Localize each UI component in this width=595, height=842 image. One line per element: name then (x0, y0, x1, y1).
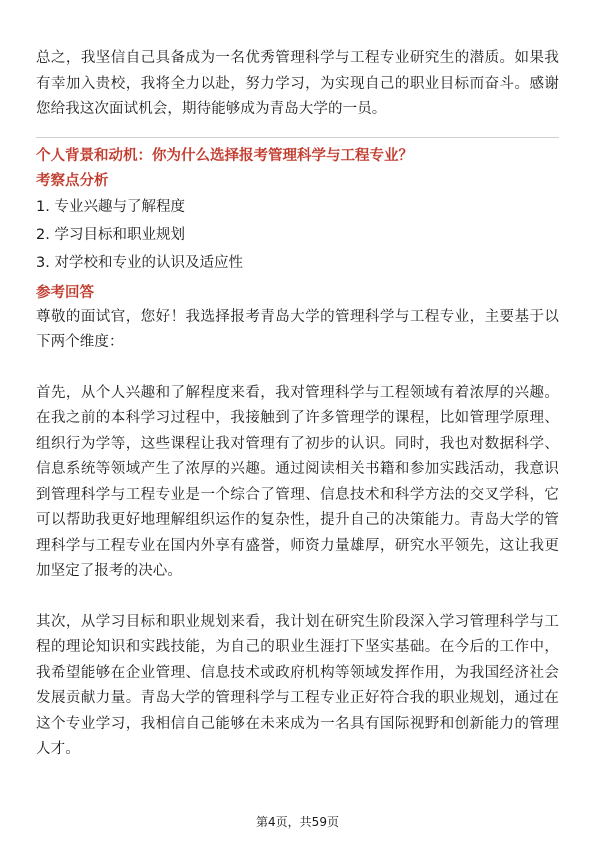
answer-paragraph-3: 其次，从学习目标和职业规划来看，我计划在研究生阶段深入学习管理科学与工程的理论知识和实践技能，为自己的职业生涯打下坚实基础。在今后的工作中，我希望能够在企业管理、信息技术或政府机构等领域发挥作用，为我国经济社会发展贡献力量。青岛大学的管理科学与工程专业正好符合我的职业规划，通过在这个专业学习，我相信自己能够在未来成为一名具有国际视野和创新能力的管理人才。 (36, 613, 559, 757)
answer-heading: 参考回答 (36, 284, 94, 301)
list-item: 2. 学习目标和职业规划 (36, 226, 185, 243)
answer-paragraph-1: 尊敬的面试官，您好！我选择报考青岛大学的管理科学与工程专业，主要基于以下两个维度： (36, 308, 559, 350)
analysis-list (36, 193, 559, 277)
page-number: 第4页，共59页 (256, 815, 339, 829)
list-item: 3. 对学校和专业的认识及适应性 (36, 254, 243, 271)
question-title: 个人背景和动机：你为什么选择报考管理科学与工程专业？ (36, 147, 413, 164)
list-item: 1. 专业兴趣与了解程度 (36, 198, 185, 215)
page-content (36, 46, 559, 763)
section-divider (36, 137, 559, 138)
answer-paragraph-2: 首先，从个人兴趣和了解程度来看，我对管理科学与工程领域有着浓厚的兴趣。在我之前的本科学习过程中，我接触到了许多管理学的课程，比如管理学原理、组织行为学等，这些课程让我对管理有了初步的认识。同时，我也对数据科学、信息系统等领域产生了浓厚的兴趣。通过阅读相关书籍和参加实践活动，我意识到管理科学与工程专业是一个综合了管理、信息技术和科学方法的交叉学科，它可以帮助我更好地理解组织运作的复杂性，提升自己的决策能力。青岛大学的管理科学与工程专业在国内外享有盛誉，师资力量雄厚，研究水平领先，这让我更加坚定了报考的决心。 (36, 384, 559, 579)
intro-paragraph: 总之，我坚信自己具备成为一名优秀管理科学与工程专业研究生的潜质。如果我有幸加入贵校，我将全力以赴，努力学习，为实现自己的职业目标而奋斗。感谢您给我这次面试机会，期待能够成为青岛大学的一员。 (36, 50, 559, 117)
analysis-heading: 考察点分析 (36, 172, 109, 189)
